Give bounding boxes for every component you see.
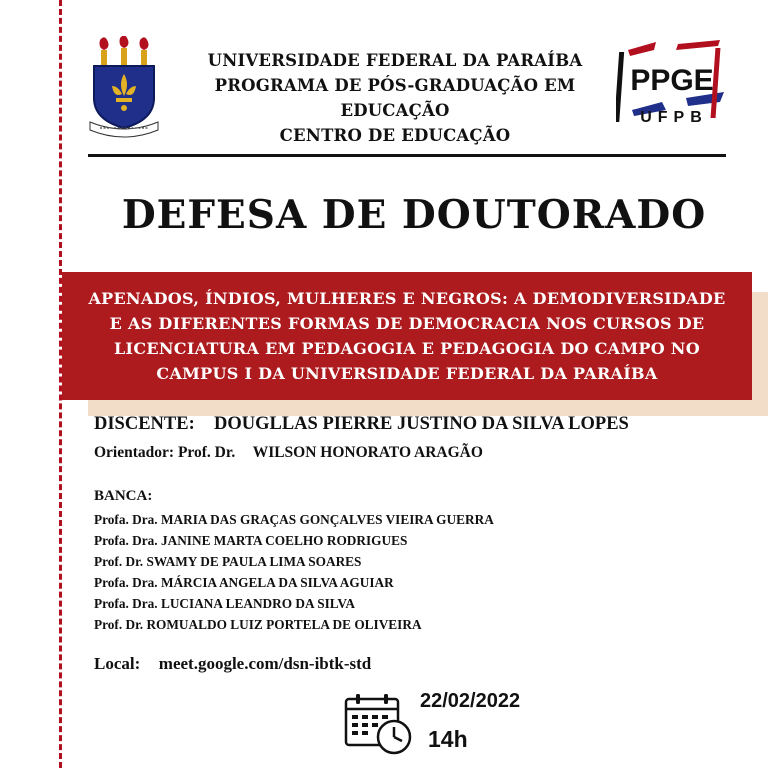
ppge-logo-text: PPGE [630, 64, 714, 97]
local-label: Local: [94, 654, 141, 673]
orientador-label: Orientador: Prof. Dr. [94, 444, 236, 461]
thesis-line: CAMPUS I DA UNIVERSIDADE FEDERAL DA PARAÍBA [156, 364, 658, 383]
local-line [94, 654, 371, 674]
ufpb-crest-logo [86, 36, 162, 138]
event-date: 22/02/2022 [420, 690, 521, 712]
meeting-link[interactable]: meet.google.com/dsn-ibtk-std [158, 654, 372, 673]
banca-member: Profa. Dra. LUCIANA LEANDRO DA SILVA [94, 596, 355, 611]
header-university: UNIVERSIDADE FEDERAL DA PARAÍBA [207, 51, 583, 70]
banca-member: Profa. Dra. JANINE MARTA COELHO RODRIGUES [94, 533, 408, 548]
orientador-line [94, 444, 483, 462]
event-time: 14h [428, 726, 468, 752]
header-divider [88, 154, 726, 157]
discente-name: DOUGLLAS PIERRE JUSTINO DA SILVA LOPES [214, 414, 629, 434]
discente-line [94, 414, 629, 435]
institution-header [160, 48, 630, 148]
orientador-name: WILSON HONORATO ARAGÃO [252, 444, 483, 461]
banca-member: Profa. Dra. MÁRCIA ANGELA DA SILVA AGUIAR [94, 575, 394, 590]
header-program: PROGRAMA DE PÓS-GRADUAÇÃO EM EDUCAÇÃO [214, 76, 576, 120]
header-center: CENTRO DE EDUCAÇÃO [279, 126, 511, 145]
thesis-line: E AS DIFERENTES FORMAS DE DEMOCRACIA NOS CURSOS DE [109, 314, 705, 333]
discente-label: DISCENTE: [94, 414, 195, 434]
calendar-clock-icon [344, 693, 414, 757]
ufpb-logo-text: UFPB [640, 109, 708, 126]
banca-member: Profa. Dra. MARIA DAS GRAÇAS GONÇALVES VIEIRA GUERRA [94, 512, 494, 527]
thesis-line: LICENCIATURA EM PEDAGOGIA E PEDAGOGIA DO CAMPO NO [114, 339, 700, 358]
ppge-ufpb-logo [616, 40, 734, 132]
banca-member: Prof. Dr. ROMUALDO LUIZ PORTELA DE OLIVEIRA [94, 617, 422, 632]
thesis-title [62, 286, 752, 386]
page-title: DEFESA DE DOUTORADO [121, 192, 707, 238]
banca-label: BANCA: [94, 488, 153, 504]
banca-member: Prof. Dr. SWAMY DE PAULA LIMA SOARES [94, 554, 362, 569]
thesis-line: APENADOS, ÍNDIOS, MULHERES E NEGROS: A DEMODIVERSIDADE [88, 289, 726, 308]
